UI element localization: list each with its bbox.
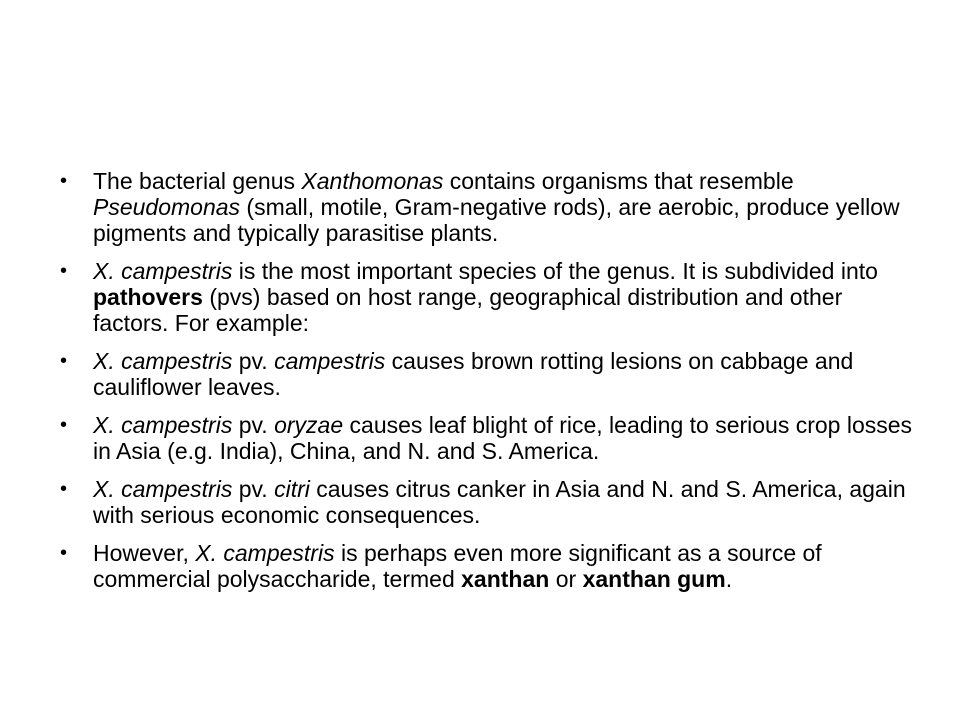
bullet-dot-icon: • (60, 170, 68, 192)
bullet-item-3 (60, 348, 920, 400)
bullet-dot-icon: • (60, 478, 68, 500)
bold-segment: xanthan gum (582, 566, 726, 592)
italic-segment: X. campestris (93, 258, 233, 284)
text-segment: pv. (232, 348, 275, 374)
bullet-text (93, 348, 853, 400)
bullet-list (60, 168, 920, 604)
bullet-item-2 (60, 258, 920, 336)
text-segment: pv. (232, 412, 275, 438)
bullet-text (93, 258, 878, 336)
bullet-text (93, 168, 900, 246)
italic-segment: X. campestris (93, 476, 233, 502)
text-segment: However, (93, 540, 196, 566)
italic-segment: Xanthomonas (301, 168, 444, 194)
text-segment: causes citrus canker in Asia and N. and S. America, again with serious economic consequences. (93, 476, 906, 528)
text-segment: is perhaps even more significant as a source of commercial polysaccharide, termed (93, 540, 822, 592)
italic-segment: X. campestris (93, 412, 233, 438)
italic-segment: Pseudomonas (93, 194, 241, 220)
bullet-text (93, 412, 912, 464)
text-segment: The bacterial genus (93, 168, 302, 194)
bullet-text (93, 476, 906, 528)
bullet-item-1 (60, 168, 920, 246)
text-segment: (pvs) based on host range, geographical distribution and other factors. For example: (93, 284, 843, 336)
bullet-item-5 (60, 476, 920, 528)
italic-segment: X. campestris (195, 540, 335, 566)
text-segment: causes brown rotting lesions on cabbage and cauliflower leaves. (93, 348, 854, 400)
bullet-dot-icon: • (60, 260, 68, 282)
text-segment: contains organisms that resemble (443, 168, 794, 194)
bullet-dot-icon: • (60, 542, 68, 564)
text-segment: (small, motile, Gram-negative rods), are aerobic, produce yellow pigments and typically parasitise plants. (93, 194, 900, 246)
bullet-dot-icon: • (60, 414, 68, 436)
italic-segment: citri (274, 476, 310, 502)
bullet-item-6 (60, 540, 920, 592)
text-segment: causes leaf blight of rice, leading to serious crop losses in Asia (e.g. India), China, and N. and S. America. (93, 412, 913, 464)
text-segment: pv. (232, 476, 275, 502)
italic-segment: X. campestris (93, 348, 233, 374)
text-segment: or (549, 566, 583, 592)
bold-segment: xanthan (461, 566, 550, 592)
bullet-dot-icon: • (60, 350, 68, 372)
italic-segment: campestris (274, 348, 386, 374)
italic-segment: oryzae (274, 412, 344, 438)
bullet-item-4 (60, 412, 920, 464)
bullet-text (93, 540, 822, 592)
text-segment: . (725, 566, 733, 592)
bold-segment: pathovers (93, 284, 203, 310)
text-segment: is the most important species of the genus. It is subdivided into (232, 258, 878, 284)
